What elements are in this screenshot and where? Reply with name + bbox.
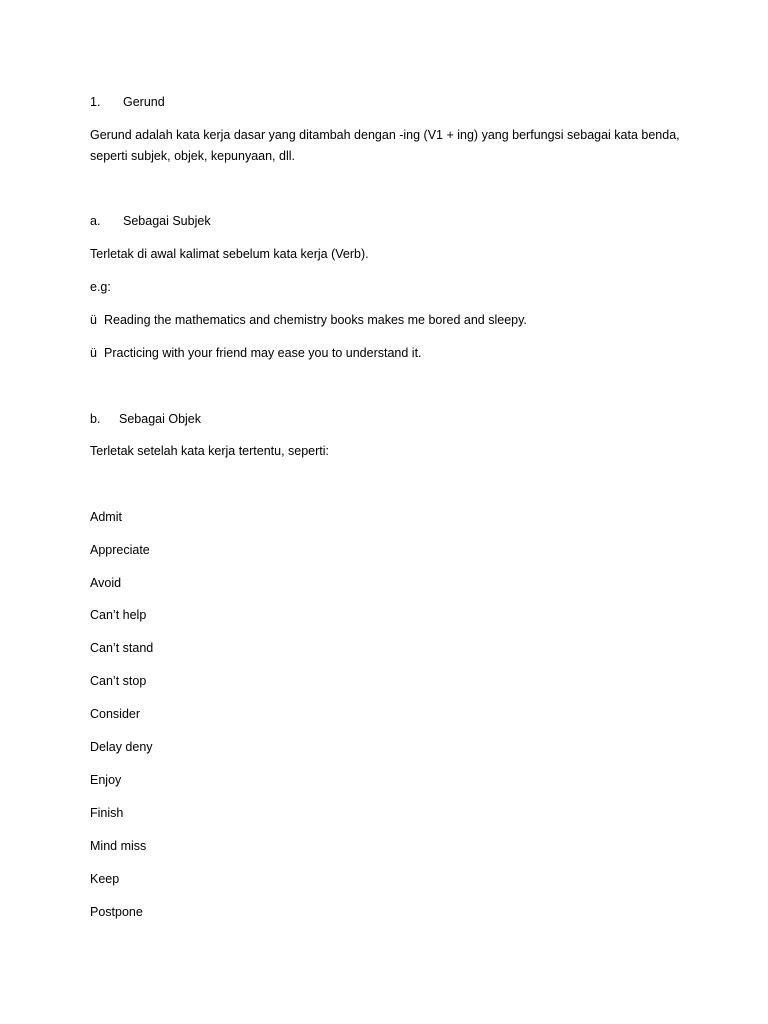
verb-list-item: Avoid [90,576,122,590]
definition-line-2: seperti subjek, objek, kepunyaan, dll. [90,149,295,163]
verb-list-item: Can’t help [90,608,147,622]
verb-list-item: Delay deny [90,740,153,754]
verb-list-item: Consider [90,707,141,721]
verb-list-item: Can’t stand [90,641,154,655]
subheading-title: Sebagai Objek [119,412,202,426]
subheading-title: Sebagai Subjek [123,214,211,228]
subjek-description: Terletak di awal kalimat sebelum kata kerja (Verb). [90,247,369,261]
verb-list-item: Admit [90,510,122,524]
verb-list-item: Can’t stop [90,674,147,688]
verb-list-item: Postpone [90,905,143,919]
subheading-letter: a. [90,214,101,228]
definition-line-1: Gerund adalah kata kerja dasar yang ditambah dengan -ing (V1 + ing) yang berfungsi sebagai kata benda, [90,128,680,142]
check-bullet-icon: ü [90,313,97,327]
objek-description: Terletak setelah kata kerja tertentu, seperti: [90,444,330,458]
check-bullet-icon: ü [90,346,97,360]
verb-list-item: Enjoy [90,773,122,787]
subheading-sebagai-subjek [90,213,211,229]
verb-list-item: Keep [90,872,120,886]
example-text: Practicing with your friend may ease you to understand it. [104,346,422,360]
example-item [90,345,422,361]
verb-list-item: Finish [90,806,124,820]
subheading-sebagai-objek [90,411,201,427]
subheading-letter: b. [90,412,101,426]
example-text: Reading the mathematics and chemistry books makes me bored and sleepy. [104,313,527,327]
example-item [90,312,527,328]
heading-title: Gerund [123,95,165,109]
section-heading-gerund [90,94,165,110]
verb-list-item: Mind miss [90,839,147,853]
verb-list-item: Appreciate [90,543,150,557]
heading-number: 1. [90,95,101,109]
eg-label: e.g: [90,280,111,294]
